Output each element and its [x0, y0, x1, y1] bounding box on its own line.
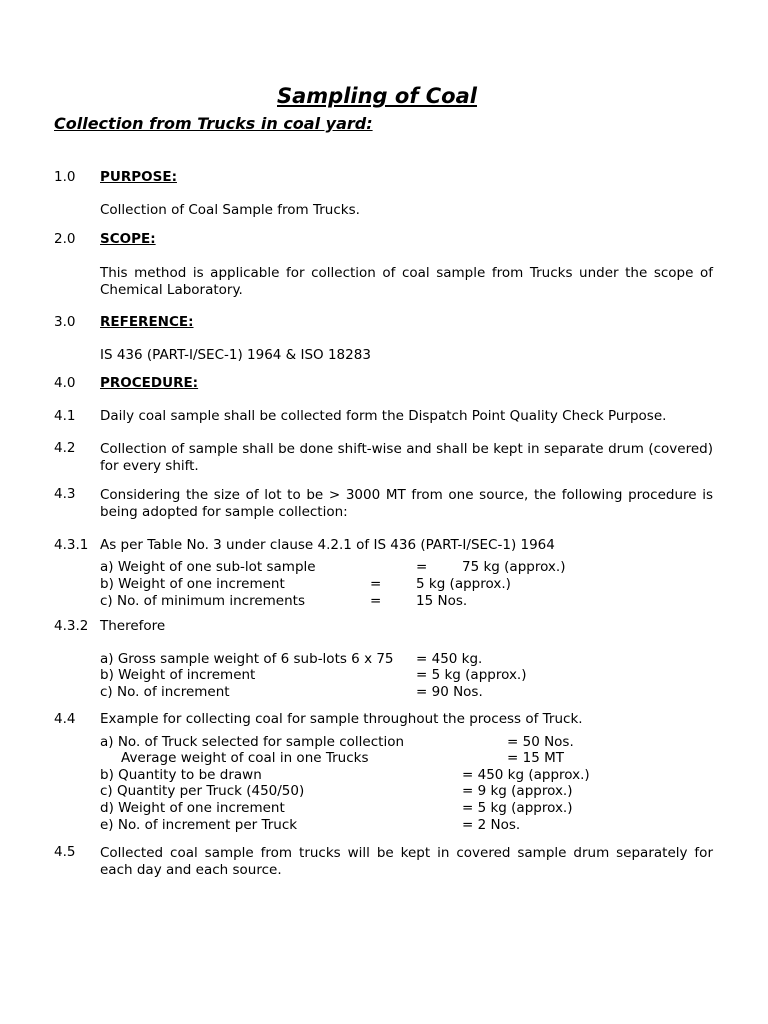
item-value: = 50 Nos.: [507, 734, 574, 750]
item-label: Average weight of coal in one Trucks: [121, 750, 369, 766]
clause-number-4-5: 4.5: [54, 844, 76, 860]
item-value: = 5 kg (approx.): [416, 667, 527, 683]
clause-text-4-3-1: As per Table No. 3 under clause 4.2.1 of IS 436 (PART-I/SEC-1) 1964: [100, 537, 555, 553]
section-number-procedure: 4.0: [54, 375, 76, 391]
item-value: 5 kg (approx.): [416, 576, 511, 592]
item-value: 75 kg (approx.): [462, 559, 566, 575]
item-label: b) Weight of one increment: [100, 576, 285, 592]
item-value: = 450 kg (approx.): [462, 767, 590, 783]
section-number-purpose: 1.0: [54, 169, 76, 185]
item-label: a) Gross sample weight of 6 sub-lots 6 x 75: [100, 651, 394, 667]
section-number-reference: 3.0: [54, 314, 76, 330]
item-label: b) Weight of increment: [100, 667, 256, 683]
item-label: c) No. of increment: [100, 684, 230, 700]
item-value: = 9 kg (approx.): [462, 783, 573, 799]
item-label: c) No. of minimum increments: [100, 593, 305, 609]
item-equals: =: [416, 559, 428, 575]
clause-text-4-3: Considering the size of lot to be > 3000 MT from one source, the following procedure is being adopted for sample collection:: [100, 487, 713, 520]
clause-text-4-4: Example for collecting coal for sample throughout the process of Truck.: [100, 711, 583, 727]
scope-text: This method is applicable for collection of coal sample from Trucks under the scope of Chemical Laboratory.: [100, 265, 713, 298]
section-heading-purpose: PURPOSE:: [100, 169, 177, 185]
item-label: c) Quantity per Truck (450/50): [100, 783, 305, 799]
section-heading-reference: REFERENCE:: [100, 314, 194, 330]
item-value: = 450 kg.: [416, 651, 483, 667]
section-heading-scope: SCOPE:: [100, 231, 156, 247]
page-title: Sampling of Coal: [277, 84, 477, 108]
clause-number-4-3-2: 4.3.2: [54, 618, 89, 634]
reference-text: IS 436 (PART-I/SEC-1) 1964 & ISO 18283: [100, 347, 371, 363]
item-label: a) No. of Truck selected for sample collection: [100, 734, 405, 750]
section-heading-procedure: PROCEDURE:: [100, 375, 199, 391]
item-equals: =: [370, 593, 382, 609]
clause-number-4-1: 4.1: [54, 408, 76, 424]
item-equals: =: [370, 576, 382, 592]
item-label: b) Quantity to be drawn: [100, 767, 262, 783]
item-value: 15 Nos.: [416, 593, 468, 609]
clause-text-4-2: Collection of sample shall be done shift-wise and shall be kept in separate drum (covered) for every shift.: [100, 441, 713, 474]
clause-text-4-3-2: Therefore: [100, 618, 166, 634]
item-value: = 2 Nos.: [462, 817, 521, 833]
clause-text-4-1: Daily coal sample shall be collected form the Dispatch Point Quality Check Purpose.: [100, 408, 667, 424]
section-number-scope: 2.0: [54, 231, 76, 247]
item-label: e) No. of increment per Truck: [100, 817, 298, 833]
clause-number-4-2: 4.2: [54, 440, 76, 456]
clause-number-4-4: 4.4: [54, 711, 76, 727]
clause-text-4-5: Collected coal sample from trucks will be kept in covered sample drum separately for each day and each source.: [100, 845, 713, 878]
item-value: = 5 kg (approx.): [462, 800, 573, 816]
item-label: d) Weight of one increment: [100, 800, 285, 816]
clause-number-4-3-1: 4.3.1: [54, 537, 89, 553]
item-value: = 90 Nos.: [416, 684, 483, 700]
clause-number-4-3: 4.3: [54, 486, 76, 502]
purpose-text: Collection of Coal Sample from Trucks.: [100, 202, 360, 218]
page-subtitle: Collection from Trucks in coal yard:: [54, 114, 373, 133]
item-value: = 15 MT: [507, 750, 564, 766]
item-label: a) Weight of one sub-lot sample: [100, 559, 316, 575]
